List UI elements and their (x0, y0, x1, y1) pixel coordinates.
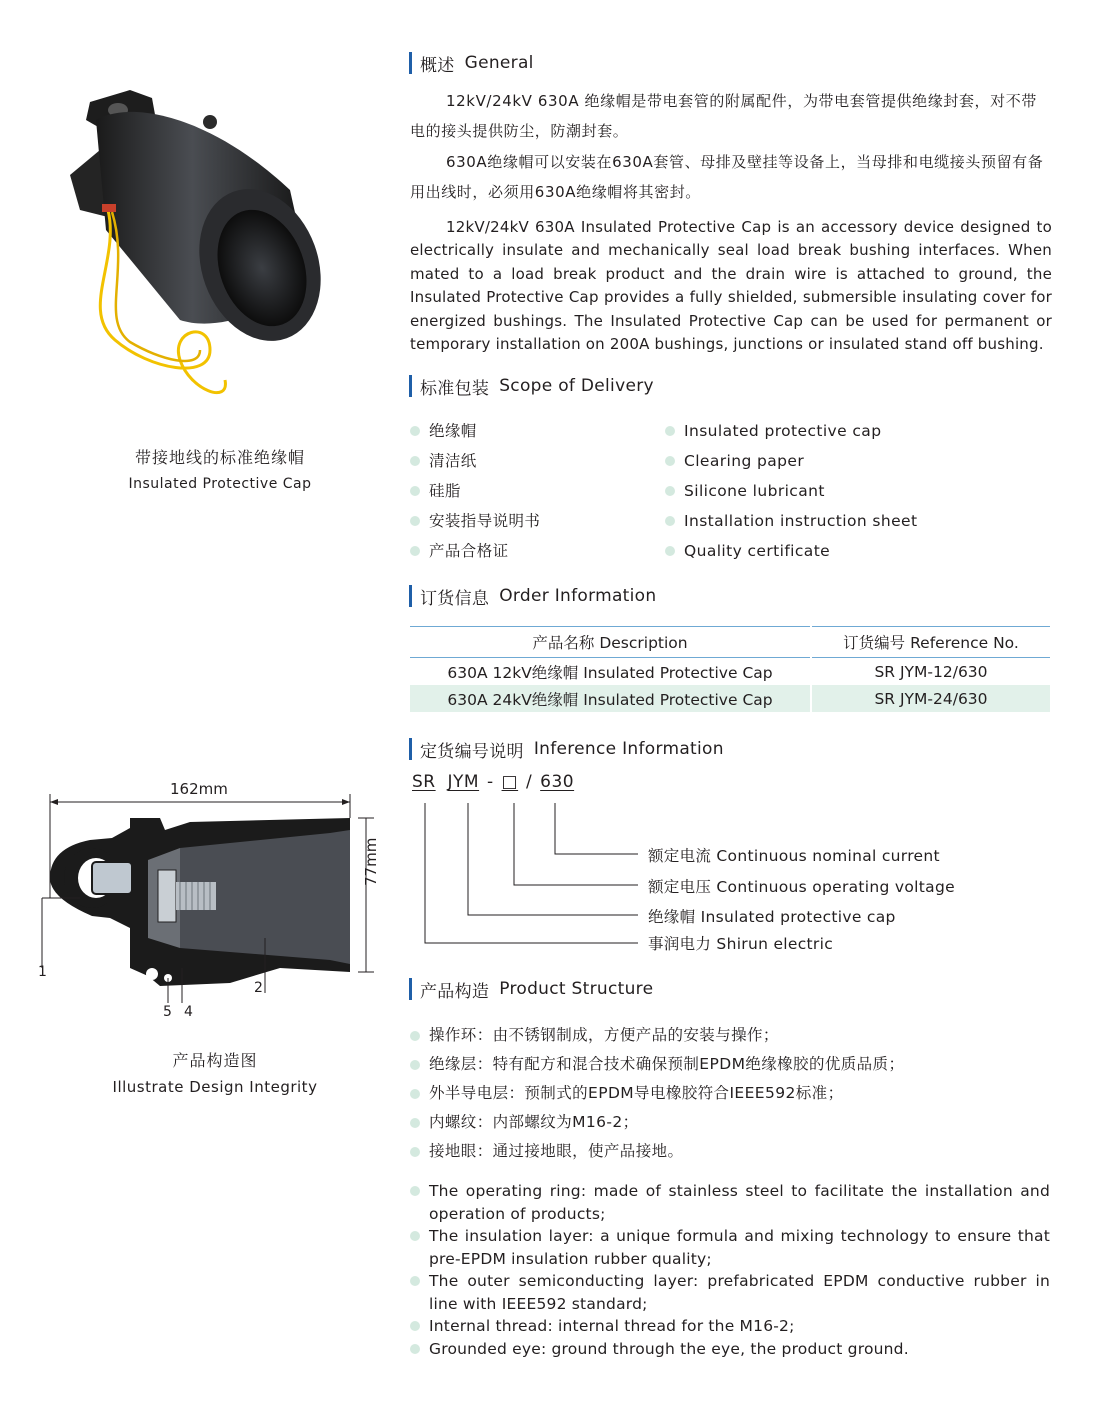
inference-heading-en: Inference Information (533, 739, 724, 759)
bullet-icon (665, 486, 675, 496)
section-delivery-heading (409, 375, 654, 397)
inference-heading-cn: 定货编号说明 (420, 741, 524, 762)
row-reference: SR JYM-12/630 (811, 658, 1050, 686)
list-item-text: The operating ring: made of stainless steel to facilitate the installation and operation of products; (429, 1182, 1050, 1223)
code-sr: SR (412, 772, 436, 792)
bullet-icon (410, 1344, 420, 1354)
list-item-text: The insulation layer: a unique formula and mixing technology to ensure that pre-EPDM insulation rubber quality; (429, 1227, 1050, 1268)
accent-bar (409, 738, 412, 760)
code-dash: - (487, 772, 494, 792)
row-description: 630A 24kV绝缘帽 Insulated Protective Cap (410, 685, 811, 712)
table-row (410, 658, 1050, 686)
list-item-text: Installation instruction sheet (684, 512, 918, 530)
code-jym: JYM (447, 772, 480, 792)
list-item-text: 内螺纹：内部螺纹为M16-2； (429, 1113, 639, 1131)
list-item-text: 安装指导说明书 (429, 512, 541, 530)
order-table (410, 626, 1050, 712)
general-cn-para2: 630A绝缘帽可以安装在630A套管、母排及壁挂等设备上，当母排和电缆接头预留有备用出线时，必须用630A绝缘帽将其密封。 (410, 153, 1044, 201)
general-heading-cn: 概述 (420, 55, 455, 76)
delivery-list-cn (410, 416, 540, 566)
structure-list-en (410, 1180, 1050, 1360)
list-item (665, 476, 917, 506)
diagram-caption (95, 1048, 335, 1100)
list-item-text: 接地眼：通过接地眼，使产品接地。 (429, 1142, 684, 1160)
list-item (665, 506, 917, 536)
list-item-text: 绝缘层：特有配方和混合技术确保预制EPDM绝缘橡胶的优质品质； (429, 1055, 905, 1073)
general-heading-en: General (464, 53, 534, 73)
section-order-heading (409, 585, 656, 607)
inference-label-voltage: 额定电压 Continuous operating voltage (648, 878, 955, 896)
list-item-text: 操作环：由不锈钢制成，方便产品的安装与操作； (429, 1026, 779, 1044)
row-description: 630A 12kV绝缘帽 Insulated Protective Cap (447, 663, 773, 682)
order-heading-cn: 订货信息 (420, 588, 490, 609)
bullet-icon (410, 1118, 420, 1128)
bullet-icon (410, 1060, 420, 1070)
diagram-caption-cn: 产品构造图 (172, 1051, 258, 1070)
list-item-text: Internal thread: internal thread for the M16-2; (429, 1317, 795, 1335)
list-item-text: 硅脂 (429, 482, 461, 500)
section-structure-heading (409, 978, 653, 1000)
list-item (410, 1050, 904, 1079)
list-item (410, 446, 540, 476)
dim-width-label: 162mm (170, 780, 228, 798)
list-item-text: 产品合格证 (429, 542, 509, 560)
col-header-reference: 订货编号 Reference No. (811, 627, 1050, 658)
bullet-icon (410, 1276, 420, 1286)
bullet-icon (410, 1147, 420, 1157)
row-reference: SR JYM-24/630 (811, 685, 1050, 712)
list-item (665, 536, 917, 566)
list-item (410, 1108, 904, 1137)
accent-bar (409, 978, 412, 1000)
order-heading-en: Order Information (499, 586, 657, 606)
code-box: □ (501, 772, 519, 792)
bullet-icon (410, 1231, 420, 1241)
callout-4: 4 (184, 1004, 193, 1020)
list-item-text: Silicone lubricant (684, 482, 825, 500)
inference-label-brand: 事润电力 Shirun electric (648, 935, 834, 953)
bullet-icon (665, 546, 675, 556)
callout-1: 1 (38, 964, 47, 980)
product-photo (60, 80, 340, 420)
general-en-para: 12kV/24kV 630A Insulated Protective Cap is an accessory device designed to electrically insulate and mechanically seal load break bushing interfaces. When mated to a load break product and the drain wire is attached to ground, the Insulated Protective Cap provides a fully shielded, submersible insulating cover for energized bushings. The Insulated Protective Cap can be used for permanent or temporary installation on 200A bushings, junctions or insulated stand off bushing. (410, 218, 1052, 354)
accent-bar (409, 585, 412, 607)
bullet-icon (410, 1031, 420, 1041)
general-cn-para1: 12kV/24kV 630A 绝缘帽是带电套管的附属配件，为带电套管提供绝缘封套，对不带电的接头提供防尘，防潮封套。 (410, 92, 1037, 140)
bullet-icon (410, 1089, 420, 1099)
caption-en: Insulated Protective Cap (128, 476, 312, 492)
section-inference-heading (409, 738, 724, 760)
table-header-row (410, 627, 1050, 658)
delivery-heading-cn: 标准包装 (420, 378, 490, 399)
product-photo-caption (100, 445, 340, 497)
list-item-text: Quality certificate (684, 542, 831, 560)
caption-cn: 带接地线的标准绝缘帽 (134, 448, 305, 467)
structure-list-cn (410, 1021, 904, 1166)
inference-label-current: 额定电流 Continuous nominal current (648, 847, 940, 865)
structure-heading-en: Product Structure (499, 979, 654, 999)
code-630: 630 (540, 772, 575, 792)
bullet-icon (665, 456, 675, 466)
callout-2: 2 (254, 980, 263, 996)
accent-bar (409, 52, 412, 74)
list-item-text: 清洁纸 (429, 452, 477, 470)
delivery-heading-en: Scope of Delivery (499, 376, 654, 396)
reference-code (412, 772, 574, 792)
list-item (410, 1180, 1050, 1225)
list-item (410, 1270, 1050, 1315)
bullet-icon (665, 516, 675, 526)
bullet-icon (410, 1186, 420, 1196)
callout-5: 5 (163, 1004, 172, 1020)
table-row (410, 685, 1050, 712)
list-item (410, 1137, 904, 1166)
structure-diagram (30, 778, 400, 1028)
list-item-text: Grounded eye: ground through the eye, the product ground. (429, 1339, 909, 1358)
list-item (665, 446, 917, 476)
structure-heading-cn: 产品构造 (420, 981, 490, 1002)
list-item (410, 536, 540, 566)
bullet-icon (410, 426, 420, 436)
accent-bar (409, 375, 412, 397)
list-item (665, 416, 917, 446)
list-item-text: Clearing paper (684, 452, 805, 470)
list-item (410, 1079, 904, 1108)
list-item (410, 416, 540, 446)
list-item (410, 1021, 904, 1050)
list-item (410, 476, 540, 506)
delivery-list-en (665, 416, 917, 566)
dim-height-label: 77mm (362, 837, 380, 886)
bullet-icon (410, 546, 420, 556)
bullet-icon (410, 516, 420, 526)
list-item (410, 506, 540, 536)
bullet-icon (665, 426, 675, 436)
bullet-icon (410, 486, 420, 496)
inference-label-product: 绝缘帽 Insulated protective cap (648, 908, 896, 926)
list-item (410, 1315, 1050, 1338)
bullet-icon (410, 456, 420, 466)
bullet-icon (410, 1321, 420, 1331)
list-item (410, 1225, 1050, 1270)
col-header-description: 产品名称 Description (410, 627, 811, 658)
list-item-text: 绝缘帽 (429, 422, 477, 440)
code-slash: / (526, 772, 533, 792)
list-item-text: 外半导电层：预制式的EPDM导电橡胶符合IEEE592标准； (429, 1084, 844, 1102)
list-item (410, 1338, 1050, 1361)
inference-leader-lines (400, 795, 660, 955)
list-item-text: The outer semiconducting layer: prefabricated EPDM conductive rubber in line with IEEE592 standard; (429, 1272, 1050, 1313)
list-item-text: Insulated protective cap (684, 422, 882, 440)
section-general-heading (409, 52, 534, 74)
diagram-caption-en: Illustrate Design Integrity (112, 1078, 318, 1096)
